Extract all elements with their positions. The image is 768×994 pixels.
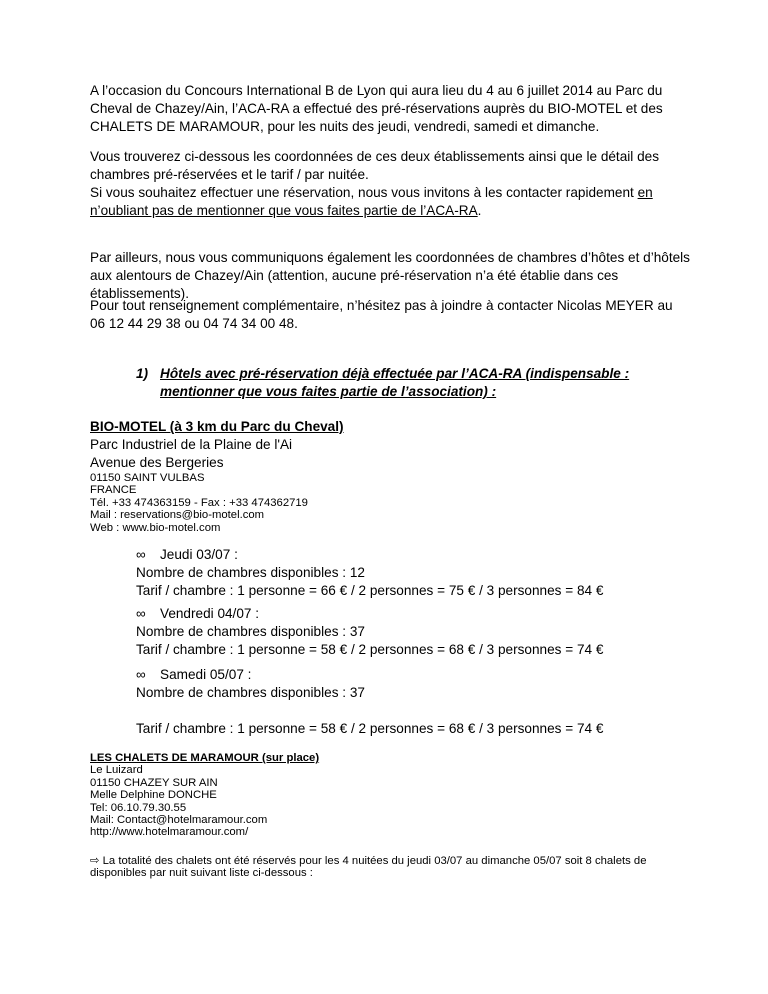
chalets-phone: Tel: 06.10.79.30.55 — [90, 801, 187, 814]
infinity-bullet-icon: ∞ — [136, 667, 146, 682]
arrow-right-icon: ⇨ — [90, 855, 100, 867]
section-1-heading — [136, 365, 696, 401]
section-number: 1) — [136, 366, 149, 381]
biomotel-contact: BIO-MOTEL (à 3 km du Parc du Cheval) Parc Industriel de la Plaine de l'Ai Avenue des Bergeries 01150 SAINT VULBAS FRANCE Tél. +33 474363159 - Fax : +33 474362719 Mail : reservations@bio-motel.com Web : www.bio-motel.com — [90, 418, 690, 534]
intro-paragraph-2: Vous trouverez ci-dessous les coordonnées de ces deux établissements ainsi que le détail des chambres pré-réservées et le tarif / par nuitée. Si vous souhaitez effectuer une réservation, nous vous invitons à les contacter rapidement en n’oubliant pas de mentionner que vous faites partie de l’ACA-RA. — [90, 149, 660, 218]
chalets-contact-person: Melle Delphine DONCHE — [90, 789, 217, 802]
infinity-bullet-icon: ∞ — [136, 547, 146, 562]
biomotel-day-saturday: ∞ Samedi 05/07 : Nombre de chambres disponibles : 37 — [136, 666, 696, 702]
chalets-name: LES CHALETS DE MARAMOUR (sur place) — [90, 752, 320, 764]
chalets-note: ⇨ La totalité des chalets ont été réservés pour les 4 nuitées du jeudi 03/07 au dimanche 05/07 soit 8 chalets de disponibles par nuit suivant liste ci-dessous : — [90, 855, 647, 880]
intro-paragraph-1: A l’occasion du Concours International B de Lyon qui aura lieu du 4 au 6 juillet 2014 au Parc du Cheval de Chazey/Ain, l’ACA-RA a effectué des pré-réservations auprès du BIO-MOTEL et des CHALETS DE MARAMOUR, pour les nuits des jeudi, vendredi, samedi et dimanche. — [90, 83, 663, 134]
biomotel-address-2: Avenue des Bergeries — [90, 455, 224, 470]
important-note-underlined: en n’oubliant pas de mentionner que vous faites partie de l’ACA-RA — [90, 185, 653, 218]
biomotel-phone-fax: Tél. +33 474363159 - Fax : +33 474362719 — [90, 496, 308, 509]
chalets-line-2: 01150 CHAZEY SUR AIN — [90, 776, 218, 789]
chalets-contact: LES CHALETS DE MARAMOUR (sur place) Le Luizard 01150 CHAZEY SUR AIN Melle Delphine DONCHE Tel: 06.10.79.30.55 Mail: Contact@hotelmaramour.com http://www.hotelmaramour.com/ — [90, 752, 690, 839]
biomotel-day-friday: ∞ Vendredi 04/07 : Nombre de chambres disponibles : 37 Tarif / chambre : 1 personne = 58 € / 2 personnes = 68 € / 3 personnes = 74 € — [136, 605, 696, 659]
biomotel-day-saturday-rate — [136, 720, 696, 738]
biomotel-city: 01150 SAINT VULBAS — [90, 472, 205, 484]
intro-paragraph-3: Par ailleurs, nous vous communiquons également les coordonnées de chambres d’hôtes et d’hôtels aux alentours de Chazey/Ain (attention, aucune pré-réservation n’a été établie dans ces établissements). — [90, 250, 690, 301]
rooms-available: Nombre de chambres disponibles : 37 — [136, 624, 365, 639]
chalets-email-link[interactable]: Contact@hotelmaramour.com — [117, 814, 268, 827]
biomotel-address-1: Parc Industriel de la Plaine de l'Ai — [90, 437, 293, 452]
biomotel-name: BIO-MOTEL (à 3 km du Parc du Cheval) — [90, 419, 344, 434]
rooms-available: Nombre de chambres disponibles : 12 — [136, 565, 365, 580]
section-title: Hôtels avec pré-réservation déjà effectuée par l’ACA-RA (indispensable : mentionner que vous faites partie de l’association) : — [160, 366, 630, 399]
infinity-bullet-icon: ∞ — [136, 606, 146, 621]
chalets-line-1: Le Luizard — [90, 764, 143, 777]
room-rate: Tarif / chambre : 1 personne = 66 € / 2 personnes = 75 € / 3 personnes = 84 € — [136, 583, 604, 598]
biomotel-website-link[interactable]: www.bio-motel.com — [122, 521, 221, 534]
room-rate: Tarif / chambre : 1 personne = 58 € / 2 personnes = 68 € / 3 personnes = 74 € — [136, 721, 604, 736]
rooms-available: Nombre de chambres disponibles : 37 — [136, 685, 365, 700]
biomotel-country: FRANCE — [90, 484, 137, 497]
intro-paragraph-4: Pour tout renseignement complémentaire, n’hésitez pas à joindre à contacter Nicolas MEYER au 06 12 44 29 38 ou 04 74 34 00 48. — [90, 298, 673, 331]
biomotel-email-link[interactable]: reservations@bio-motel.com — [120, 509, 265, 522]
chalets-website-link[interactable]: http://www.hotelmaramour.com/ — [90, 826, 249, 839]
room-rate: Tarif / chambre : 1 personne = 58 € / 2 personnes = 68 € / 3 personnes = 74 € — [136, 642, 604, 657]
biomotel-day-thursday: ∞ Jeudi 03/07 : Nombre de chambres disponibles : 12 Tarif / chambre : 1 personne = 66 € / 2 personnes = 75 € / 3 personnes = 84 € — [136, 546, 696, 600]
